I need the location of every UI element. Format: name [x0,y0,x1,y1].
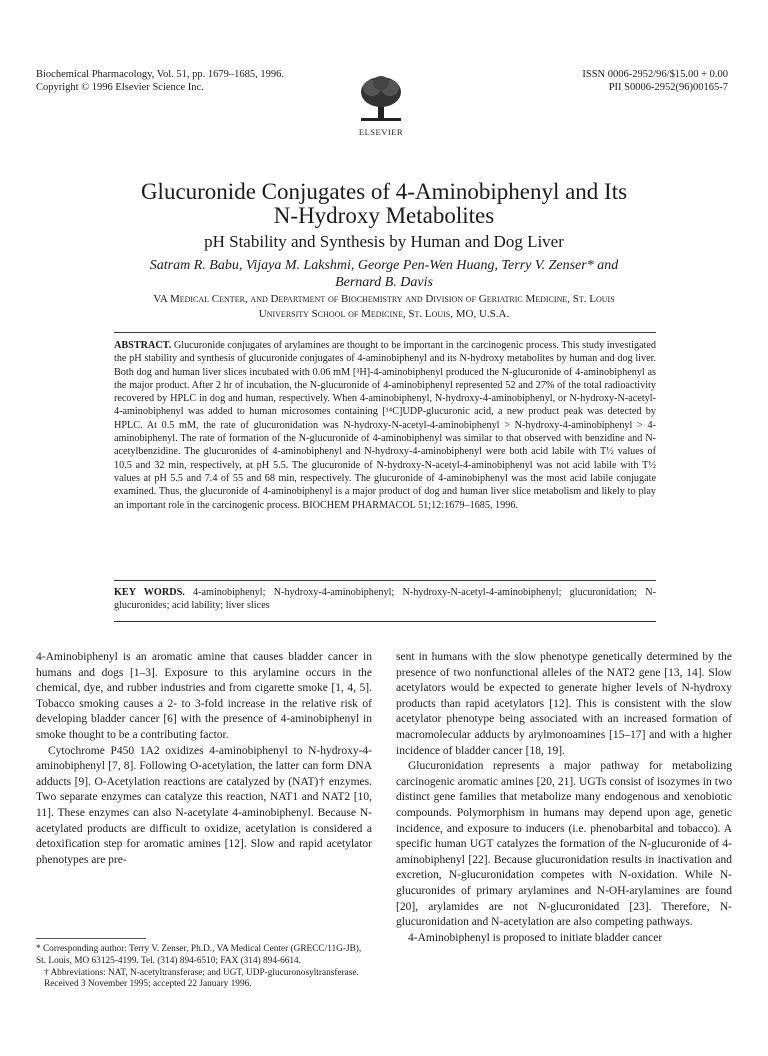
abbreviations-note: † Abbreviations: NAT, N-acetyltransferase; and UGT, UDP-glucuronosyltransferase. [44,967,359,978]
keywords [114,586,656,613]
received-note: Received 3 November 1995; accepted 22 January 1996. [44,979,252,990]
affiliation [40,292,728,322]
keywords-label: KEY WORDS. [114,587,185,598]
issn-line: ISSN 0006-2952/96/$15.00 + 0.00 [582,69,728,80]
article-title [40,180,728,228]
intro-paragraph-4: Glucuronidation represents a major pathway for metabolizing carcinogenic aromatic amines [20, 21]. UGTs consist of isozymes in two distinct gene families that metabolize many endogenous and xenobiotic compounds. Polymorphism in humans may depend upon age, genetic incidence, and exposure to inducers (i.e. phenobarbital and tobacco). A specific human UGT catalyzes the formation of the N-glucuronide of 4-aminobiphenyl [22]. Because glucuronidation results in inactivation and excretion, N-glucuronidation competes with N-oxidation. While N-glucuronides of primary arylamines and N-OH-arylamines are found [20], arylamides are not N-glucuronidated [23]. Therefore, N-glucuronidation and N-acetylation are also competing pathways. [396,760,732,929]
intro-paragraph-5: 4-Aminobiphenyl is proposed to initiate bladder cancer [408,931,663,944]
pii-line: PII S0006-2952(96)00165-7 [608,82,728,93]
affiliation-line-1: VA Medical Center, and Department of Biochemistry and Division of Geriatric Medicine, St. Louis [153,293,615,305]
keywords-bottom-rule [114,621,656,622]
abstract-bottom-rule [114,580,656,581]
right-column [396,650,732,946]
footnote-rule [36,938,146,939]
footnotes [36,944,372,991]
intro-paragraph-3: sent in humans with the slow phenotype genetically determined by the presence of two nonfunctional alleles of the NAT2 gene [13, 14]. Slow acetylators would be expected to generate higher levels of N-hydroxy products than rapid acetylators [12]. This is consistent with the slow acetylator phenotype being associated with an increased formation of macromolecular adducts by arylmonoamines [15–17] and with a higher incidence of bladder cancer [18, 19]. [396,651,732,757]
abstract-top-rule [114,332,656,333]
publisher-name: ELSEVIER [358,127,404,137]
authors-line-2: Bernard B. Davis [335,275,433,290]
article-subtitle: pH Stability and Synthesis by Human and Dog Liver [204,232,564,251]
affiliation-line-2: University School of Medicine, St. Louis, MO, U.S.A. [258,308,510,320]
intro-paragraph-2: Cytochrome P450 1A2 oxidizes 4-aminobiphenyl to N-hydroxy-4-aminobiphenyl [7, 8]. Following O-acetylation, the latter can form DNA adducts [9]. O-Acetylation reactions are catalyzed by (NAT)† enzymes. Two separate enzymes can catalyze this reaction, NAT1 and NAT2 [10, 11]. These enzymes can also N-acetylate 4-aminobiphenyl. Because N-acetylated products are difficult to oxidize, acetylation is considered a detoxification step for aromatic amines [12]. Slow and rapid acetylator phenotypes are pre- [36,744,372,866]
journal-info [36,68,284,94]
corresponding-author-note: * Corresponding author: Terry V. Zenser, Ph.D., VA Medical Center (GRECC/11G-JB), St. Louis, MO 63125-4199. Tel. (314) 894-6510; FAX (314) 894-6614. [36,944,362,966]
keywords-text: 4-aminobiphenyl; N-hydroxy-4-aminobiphenyl; N-hydroxy-N-acetyl-4-aminobiphenyl; glucuronidation; N-glucuronides; acid lability; liver slices [114,587,656,612]
left-column [36,650,372,868]
authors-line-1: Satram R. Babu, Vijaya M. Lakshmi, George Pen-Wen Huang, Terry V. Zenser* and [149,258,619,273]
abstract-label: ABSTRACT. [114,340,172,351]
title-line-1: Glucuronide Conjugates of 4-Aminobiphenyl and Its [140,179,628,204]
abstract-citation: BIOCHEM PHARMACOL 51;12:1679–1685, 1996. [302,499,518,511]
abstract [114,339,656,512]
elsevier-logo [355,74,407,137]
intro-paragraph-1: 4-Aminobiphenyl is an aromatic amine that causes bladder cancer in humans and dogs [1–3]. Exposure to this arylamine occurs in the chemical, dye, and rubber industries and from cigarette smoke [1, 4, 5]. Tobacco smoking causes a 2- to 3-fold increase in the relative risk of developing bladder cancer [6] with the presence of 4-aminobiphenyl in smoke thought to be a contributing factor. [36,651,372,741]
issn-info [582,68,728,94]
author-list [40,257,728,291]
elsevier-tree-icon [355,74,407,122]
abstract-text: Glucuronide conjugates of arylamines are thought to be important in the carcinogenic process. This study investigated the pH stability and synthesis of glucuronide conjugates of 4-aminobiphenyl and its N-hydroxy metabolites by human and dog liver. Both dog and human liver slices incubated with 0.06 mM [³H]-4-aminobiphenyl produced the N-glucuronide of 4-aminobiphenyl as the major product. After 2 hr of incubation, the N-glucuronide of 4-aminobiphenyl represented 52 and 27% of the total radioactivity recovered by HPLC in dog and human, respectively. When 4-aminobiphenyl, N-hydroxy-4-aminobiphenyl, or N-hydroxy-N-acetyl-4-aminobiphenyl was added to human microsomes containing [¹⁴C]UDP-glucuronic acid, a new product peak was detected by HPLC. At 0.5 mM, the rate of glucuronidation was N-hydroxy-N-acetyl-4-aminobiphenyl > N-hydroxy-4-aminobiphenyl > 4-aminobiphenyl. The rate of formation of the N-glucuronide of 4-aminobiphenyl was similar to that observed with benzidine and N-acetylbenzidine. The glucuronides of 4-aminobiphenyl and N-hydroxy-4-aminobiphenyl were both acid labile with T½ values of 10.5 and 32 min, respectively, at pH 5.5. The glucuronide of N-hydroxy-N-acetyl-4-aminobiphenyl was not acid labile with T½ values at pH 5.5 and 7.4 of 55 and 68 min, respectively. The glucuronide of 4-aminobiphenyl was the most acid labile conjugate examined. Thus, the glucuronide of 4-aminobiphenyl is a major product of dog and human liver slice metabolism and likely to play an important role in the carcinogenic process. [114,340,657,511]
journal-citation: Biochemical Pharmacology, Vol. 51, pp. 1679–1685, 1996. [36,69,284,80]
copyright-line: Copyright © 1996 Elsevier Science Inc. [36,82,204,93]
title-line-2: N-Hydroxy Metabolites [273,203,495,228]
